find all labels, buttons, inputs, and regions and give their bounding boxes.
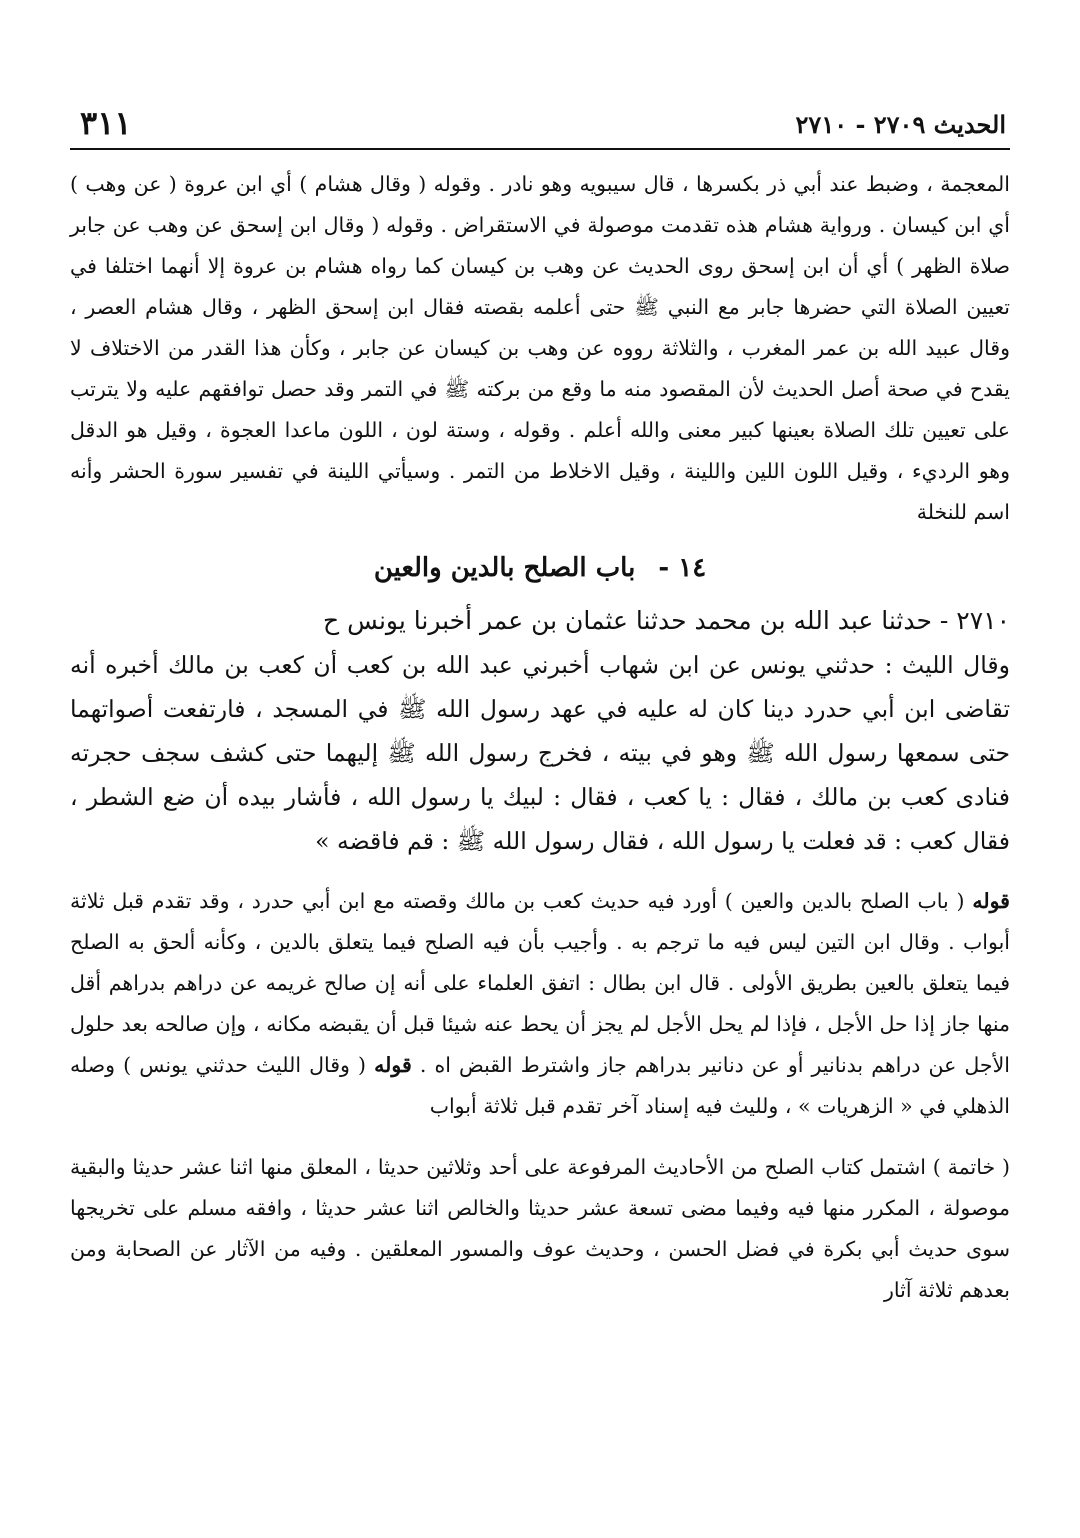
commentary-lead: قوله	[972, 889, 1010, 913]
commentary-lead-2: قوله	[374, 1053, 412, 1077]
page-header	[70, 100, 1010, 146]
chapter-title: باب الصلح بالدين والعين	[373, 553, 636, 583]
hadith-isnad: ٢٧١٠ - حدثنا عبد الله بن محمد حدثنا عثمان بن عمر أخبرنا يونس ح	[323, 606, 1010, 635]
hadith-text: وقال الليث : حدثني يونس عن ابن شهاب أخبرني عبد الله بن كعب أن كعب بن مالك أخبره أنه تقاضى ابن أبي حدرد دينا كان له عليه في عهد رسول الله ﷺ في المسجد ، فارتفعت أصواتهما حتى سمعها رسول الله ﷺ وهو في بيته ، فخرج رسول الله ﷺ إليهما حتى كشف سجف حجرته فنادى كعب بن مالك ، فقال : يا كعب ، فقال : لبيك يا رسول الله ، فأشار بيده أن ضع الشطر ، فقال كعب : قد فعلت يا رسول الله ، فقال رسول الله ﷺ : قم فاقضه »	[70, 651, 1010, 855]
commentary-paragraph-2	[70, 881, 1010, 1127]
running-title: الحديث ٢٧٠٩ - ٢٧١٠	[795, 110, 1006, 139]
chapter-number: ١٤ -	[658, 553, 707, 583]
commentary-text: ( باب الصلح بالدين والعين ) أورد فيه حديث كعب بن مالك وقصته مع ابن أبي حدرد ، وقد تقدم قبل ثلاثة أبواب . وقال ابن التين ليس فيه ما ترجم به . وأجيب بأن فيه الصلح فيما يتعلق بالدين ، وكأنه ألحق به الصلح فيما يتعلق بالعين بطريق الأولى . قال ابن بطال : اتفق العلماء على أنه إن صالح غريمه عن دراهم بدراهم أقل منها جاز إذا حل الأجل ، فإذا لم يحل الأجل لم يجز أن يحط عنه شيئا قبل أن يقبضه مكانه ، وإن صالحه بعد حلول الأجل عن دراهم بدنانير أو عن دنانير بدراهم جاز واشترط القبض اه .	[70, 889, 1010, 1077]
chapter-heading	[70, 553, 1010, 583]
page-number: ٣١١	[80, 104, 132, 142]
commentary-paragraph-1: المعجمة ، وضبط عند أبي ذر بكسرها ، قال سيبويه وهو نادر . وقوله ( وقال هشام ) أي ابن عروة ( عن وهب ) أي ابن كيسان . ورواية هشام هذه تقدمت موصولة في الاستقراض . وقوله ( وقال ابن إسحق عن وهب عن جابر صلاة الظهر ) أي أن ابن إسحق روى الحديث عن وهب بن كيسان كما رواه هشام بن عروة إلا أنهما اختلفا في تعيين الصلاة التي حضرها جابر مع النبي ﷺ حتى أعلمه بقصته فقال ابن إسحق الظهر ، وقال هشام العصر ، وقال عبيد الله بن عمر المغرب ، والثلاثة رووه عن وهب بن كيسان عن جابر ، وكأن هذا القدر من الاختلاف لا يقدح في صحة أصل الحديث لأن المقصود منه ما وقع من بركته ﷺ في التمر وقد حصل توافقهم عليه ولا يترتب على تعيين تلك الصلاة بعينها كبير معنى والله أعلم . وقوله ، وستة لون ، اللون ماعدا العجوة ، وقيل هو الدقل وهو الرديء ، وقيل اللون اللين واللينة ، وقيل الاخلاط من التمر . وسيأتي اللينة في تفسير سورة الحشر وأنه اسم للنخلة	[70, 172, 1010, 524]
khatima-paragraph: ( خاتمة ) اشتمل كتاب الصلح من الأحاديث المرفوعة على أحد وثلاثين حديثا ، المعلق منها اثنا عشر حديثا والبقية موصولة ، المكرر منها فيه وفيما مضى تسعة عشر حديثا والخالص اثنا عشر حديثا ، وافقه مسلم على تخريجها سوى حديث أبي بكرة في فضل الحسن ، وحديث عوف والمسور المعلقين . وفيه من الآثار عن الصحابة ومن بعدهم ثلاثة آثار	[70, 1155, 1010, 1302]
header-rule	[70, 148, 1010, 150]
commentary-text-2: ( وقال الليث حدثني يونس ) وصله الذهلي في « الزهريات » ، ولليث فيه إسناد آخر تقدم قبل ثلاثة أبواب	[70, 1053, 1010, 1118]
book-page	[70, 100, 1010, 1311]
